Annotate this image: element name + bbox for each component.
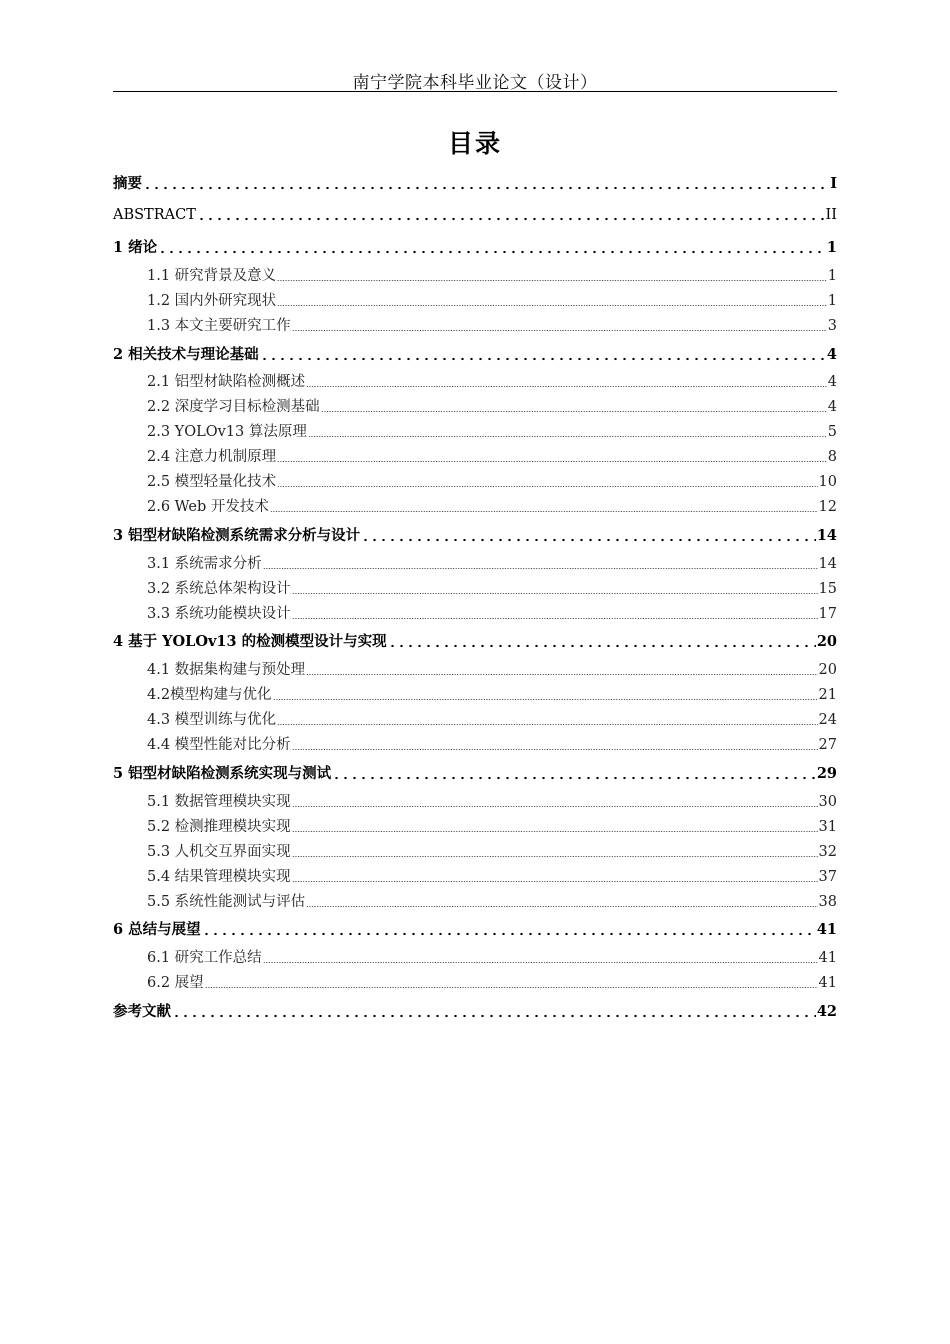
toc-entry-label: 4.3 模型训练与优化 — [147, 712, 277, 728]
header-title: 南宁学院本科毕业论文（设计） — [352, 73, 598, 93]
toc-dot-leader — [308, 424, 827, 439]
toc-dot-leader — [202, 922, 816, 937]
toc-entry-label: 4.1 数据集构建与预处理 — [147, 662, 306, 678]
toc-entry-label: 3 铝型材缺陷检测系统需求分析与设计 — [113, 527, 361, 544]
toc-entry-label: 5.2 检测推理模块实现 — [147, 819, 291, 835]
toc-entry-label: 4 基于 YOLOv13 的检测模型设计与实现 — [113, 633, 387, 650]
toc-dot-leader — [306, 894, 817, 909]
toc-dot-leader — [332, 766, 816, 781]
toc-entry-page-number: 41 — [818, 950, 837, 966]
toc-entry[interactable] — [113, 236, 837, 257]
toc-dot-leader — [292, 869, 818, 884]
toc-entry-page-number: 27 — [818, 737, 837, 753]
toc-entry-label: 1.3 本文主要研究工作 — [147, 318, 291, 334]
toc-dot-leader — [273, 687, 818, 702]
toc-dot-leader — [263, 950, 818, 965]
toc-entry-page-number: 3 — [827, 318, 837, 334]
toc-entry-page-number: 4 — [827, 399, 837, 415]
toc-dot-leader — [277, 474, 817, 489]
toc-dot-leader — [292, 581, 818, 596]
toc-entry-label: 5 铝型材缺陷检测系统实现与测试 — [113, 765, 332, 782]
toc-entry[interactable] — [147, 314, 837, 335]
toc-entry[interactable] — [147, 395, 837, 416]
toc-dot-leader — [306, 374, 827, 389]
toc-dot-leader — [197, 206, 825, 221]
toc-entry[interactable] — [147, 946, 837, 967]
toc-dot-leader — [260, 347, 826, 362]
toc-entry-page-number: 4 — [827, 374, 837, 390]
toc-entry-page-number: I — [830, 175, 837, 192]
toc-entry[interactable] — [147, 708, 837, 729]
toc-entry-label: 5.5 系统性能测试与评估 — [147, 894, 306, 910]
toc-entry[interactable] — [147, 289, 837, 310]
toc-dot-leader — [263, 556, 818, 571]
toc-entry[interactable] — [113, 204, 837, 223]
toc-entry-page-number: 29 — [816, 765, 837, 782]
toc-dot-leader — [292, 819, 818, 834]
toc-entry-page-number: 31 — [818, 819, 837, 835]
toc-entry[interactable] — [113, 524, 837, 545]
toc-dot-leader — [361, 528, 816, 543]
toc-entry-label: 5.4 结果管理模块实现 — [147, 869, 291, 885]
toc-dot-leader — [292, 737, 818, 752]
toc-dot-leader — [292, 318, 827, 333]
toc-entry-page-number: 37 — [818, 869, 837, 885]
toc-dot-leader — [277, 712, 817, 727]
toc-dot-leader — [270, 499, 818, 514]
toc-entry-page-number: 20 — [816, 633, 837, 650]
toc-entry-page-number: 14 — [816, 527, 837, 544]
toc-entry-label: 5.1 数据管理模块实现 — [147, 794, 291, 810]
toc-entry-page-number: 42 — [816, 1003, 837, 1020]
toc-entry-label: 6.2 展望 — [147, 975, 204, 991]
toc-entry-label: 2.2 深度学习目标检测基础 — [147, 399, 320, 415]
toc-dot-leader — [388, 634, 816, 649]
toc-dot-leader — [143, 176, 828, 191]
toc-dot-leader — [277, 268, 827, 283]
toc-entry-label: 2.4 注意力机制原理 — [147, 449, 277, 465]
toc-entry-label: 2.5 模型轻量化技术 — [147, 474, 277, 490]
toc-entry-label: 摘要 — [113, 175, 142, 192]
toc-entry[interactable] — [147, 815, 837, 836]
toc-dot-leader — [292, 606, 818, 621]
toc-entry[interactable] — [113, 343, 837, 364]
toc-entry-page-number: 10 — [818, 474, 837, 490]
toc-entry-page-number: 1 — [827, 293, 837, 309]
toc-entry[interactable] — [147, 865, 837, 886]
header-rule — [113, 91, 837, 92]
toc-dot-leader — [205, 975, 818, 990]
toc-dot-leader — [292, 844, 818, 859]
toc-entry[interactable] — [113, 762, 837, 783]
toc-entry[interactable] — [147, 890, 837, 911]
toc-dot-leader — [321, 399, 827, 414]
toc-entry-label: 4.4 模型性能对比分析 — [147, 737, 291, 753]
toc-entry[interactable] — [147, 577, 837, 598]
toc-entry[interactable] — [147, 264, 837, 285]
toc-entry-page-number: 4 — [826, 346, 837, 363]
toc-dot-leader — [306, 662, 817, 677]
toc-entry[interactable] — [147, 420, 837, 441]
toc-entry[interactable] — [113, 918, 837, 939]
toc-entry-page-number: 5 — [827, 424, 837, 440]
toc-entry-page-number: 41 — [816, 921, 837, 938]
toc-entry-page-number: 1 — [827, 268, 837, 284]
toc-entry-page-number: 20 — [818, 662, 837, 678]
toc-entry-label: 参考文献 — [113, 1003, 171, 1020]
toc-entry-label: 3.1 系统需求分析 — [147, 556, 262, 572]
toc-dot-leader — [292, 794, 818, 809]
toc-entry[interactable] — [147, 445, 837, 466]
toc-entry-label: 2 相关技术与理论基础 — [113, 346, 259, 363]
toc-dot-leader — [172, 1004, 816, 1019]
toc-entry-page-number: 8 — [827, 449, 837, 465]
toc-entry-page-number: 21 — [818, 687, 837, 703]
toc-entry-page-number: 12 — [818, 499, 837, 515]
toc-entry[interactable] — [147, 971, 837, 992]
toc-entry[interactable] — [147, 602, 837, 623]
toc-entry[interactable] — [147, 790, 837, 811]
toc-title: 目录 — [447, 129, 502, 158]
toc-entry-page-number: 14 — [818, 556, 837, 572]
toc-entry-label: ABSTRACT — [113, 206, 196, 223]
toc-entry-label: 4.2模型构建与优化 — [147, 687, 272, 703]
toc-entry-page-number: II — [825, 206, 837, 223]
toc-entry-label: 2.3 YOLOv13 算法原理 — [147, 424, 307, 440]
toc-entry-label: 1 绪论 — [113, 239, 158, 256]
toc-entry-label: 1.1 研究背景及意义 — [147, 268, 277, 284]
toc-entry-page-number: 32 — [818, 844, 837, 860]
toc-entry[interactable] — [147, 840, 837, 861]
toc-entry-label: 6 总结与展望 — [113, 921, 201, 938]
toc-entry[interactable] — [147, 683, 837, 704]
toc-entry-label: 5.3 人机交互界面实现 — [147, 844, 291, 860]
toc-entry-page-number: 30 — [818, 794, 837, 810]
toc-entry[interactable] — [113, 630, 837, 651]
toc-entry-label: 2.6 Web 开发技术 — [147, 499, 269, 515]
toc-entry-label: 2.1 铝型材缺陷检测概述 — [147, 374, 306, 390]
toc-entry[interactable] — [147, 370, 837, 391]
toc-entry[interactable] — [147, 470, 837, 491]
toc-entry-label: 1.2 国内外研究现状 — [147, 293, 277, 309]
toc-entry[interactable] — [147, 733, 837, 754]
toc-entry-page-number: 15 — [818, 581, 837, 597]
toc-entry[interactable] — [147, 658, 837, 679]
toc-entry[interactable] — [147, 495, 837, 516]
toc-entry-label: 3.3 系统功能模块设计 — [147, 606, 291, 622]
toc-entry-page-number: 24 — [818, 712, 837, 728]
toc-dot-leader — [158, 240, 826, 255]
toc-entry-page-number: 17 — [818, 606, 837, 622]
toc-entry[interactable] — [113, 172, 837, 193]
toc-dot-leader — [277, 293, 827, 308]
toc-entry-page-number: 38 — [818, 894, 837, 910]
toc-entry-label: 3.2 系统总体架构设计 — [147, 581, 291, 597]
toc-entry-page-number: 41 — [818, 975, 837, 991]
toc-entry[interactable] — [113, 1000, 837, 1021]
toc-entry-page-number: 1 — [826, 239, 837, 256]
toc-entry-label: 6.1 研究工作总结 — [147, 950, 262, 966]
toc-entry[interactable] — [147, 552, 837, 573]
toc-dot-leader — [277, 449, 827, 464]
